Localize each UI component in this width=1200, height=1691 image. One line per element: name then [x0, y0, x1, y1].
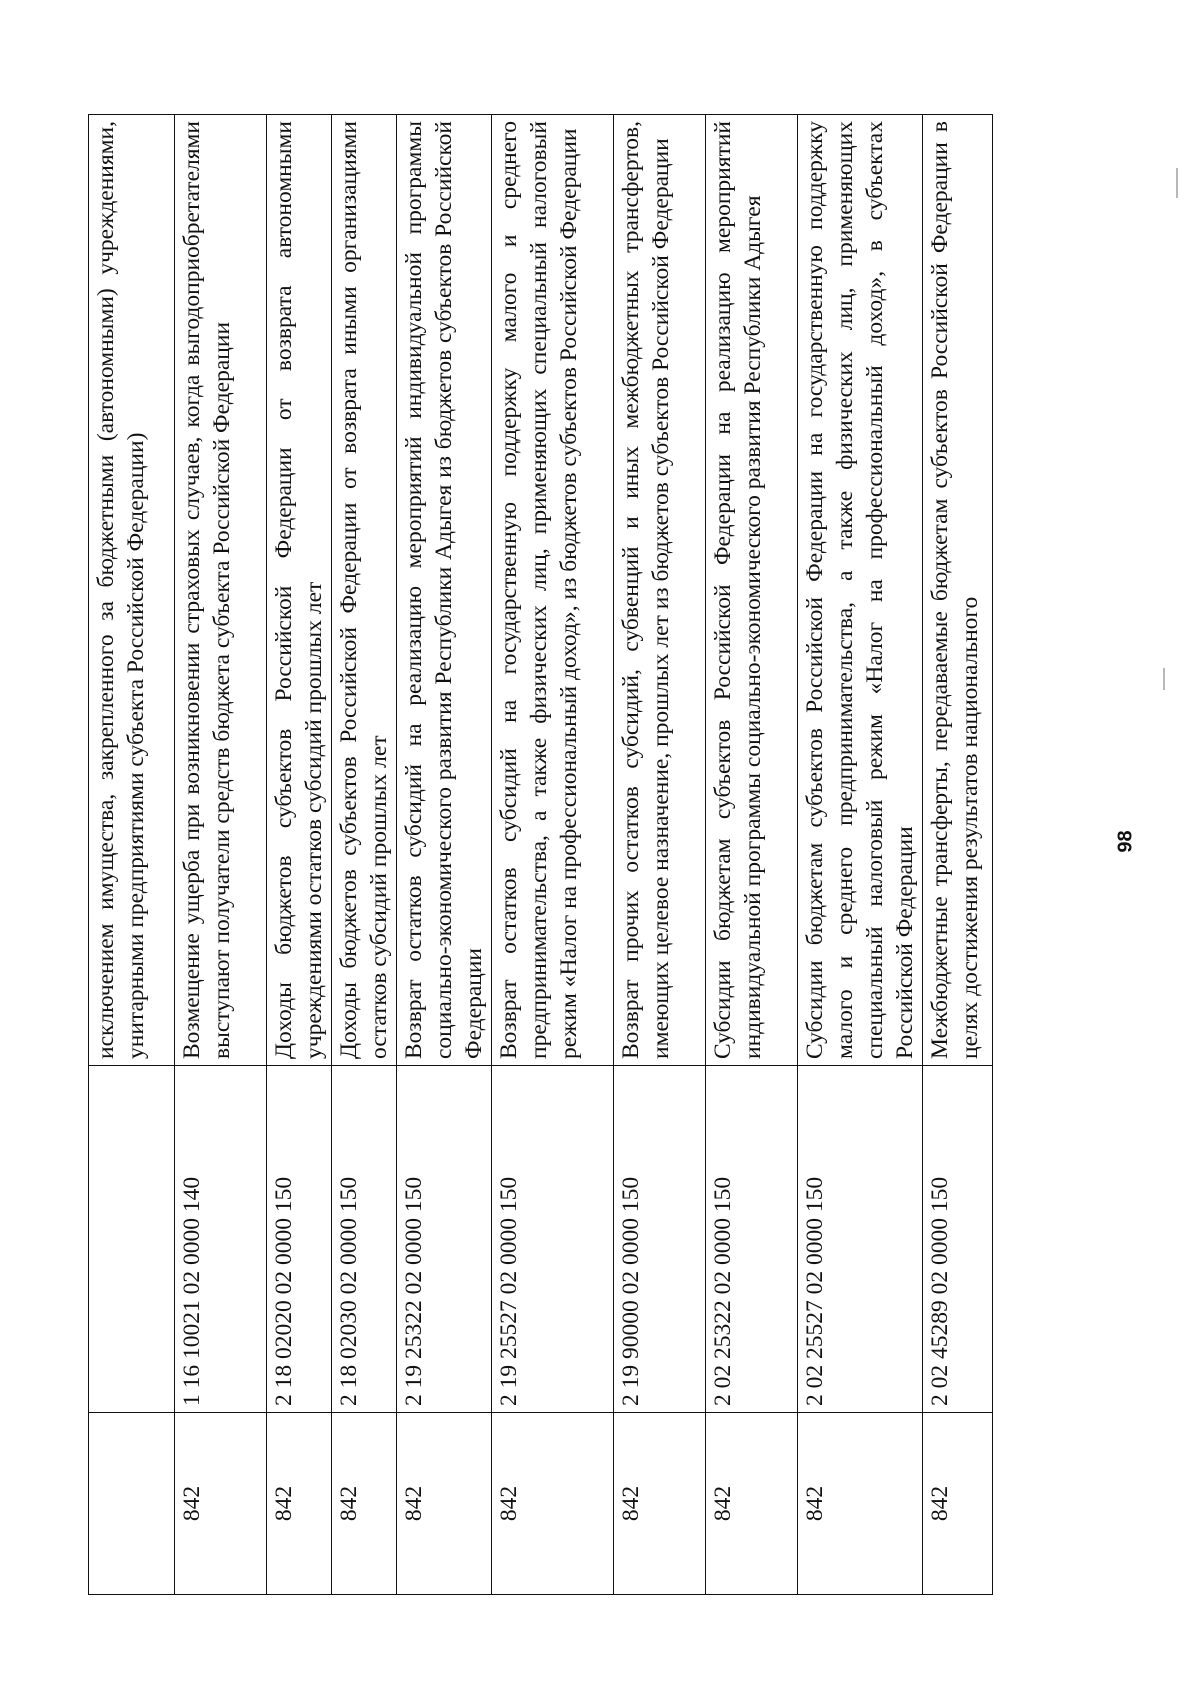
admin-code-cell: 842: [923, 1413, 993, 1595]
scan-artifact-mark: [1163, 668, 1165, 690]
kbk-code-cell: 2 19 25527 02 0000 150: [492, 1066, 614, 1413]
description-cell: Возврат остатков субсидий на реализацию мероприятий индивидуальной программы социально-экономического развития Республики Адыгея из бюджетов субъектов Российской Федерации: [397, 115, 492, 1066]
table-row: [614, 115, 706, 1595]
table-row: [798, 115, 923, 1595]
admin-code-cell: 842: [492, 1413, 614, 1595]
admin-code-cell: 842: [267, 1413, 332, 1595]
table-row: [175, 115, 267, 1595]
description-cell: Возврат прочих остатков субсидий, субвенций и иных межбюджетных трансфертов, имеющих целевое назначение, прошлых лет из бюджетов субъектов Российской Федерации: [614, 115, 706, 1066]
kbk-code-cell: 2 02 45289 02 0000 150: [923, 1066, 993, 1413]
rotated-table-container: [88, 115, 1068, 1595]
table-row: [923, 115, 993, 1595]
admin-code-cell: [89, 1413, 175, 1595]
admin-code-cell: 842: [397, 1413, 492, 1595]
description-cell: Возврат остатков субсидий на государственную поддержку малого и среднего предпринимательства, а также физических лиц, применяющих специальный налоговый режим «Налог на профессиональный доход», из бюджетов субъектов Российской Федерации: [492, 115, 614, 1066]
kbk-code-cell: 2 18 02020 02 0000 150: [267, 1066, 332, 1413]
kbk-code-cell: 2 02 25527 02 0000 150: [798, 1066, 923, 1413]
kbk-code-cell: 2 18 02030 02 0000 150: [332, 1066, 397, 1413]
table-row: [89, 115, 175, 1595]
admin-code-cell: 842: [175, 1413, 267, 1595]
kbk-code-cell: [89, 1066, 175, 1413]
kbk-code-cell: 2 19 25322 02 0000 150: [397, 1066, 492, 1413]
description-cell: исключением имущества, закрепленного за бюджетными (автономными) учреждениями, унитарными предприятиями субъекта Российской Федерации): [89, 115, 175, 1066]
admin-code-cell: 842: [332, 1413, 397, 1595]
kbk-code-cell: 2 19 90000 02 0000 150: [614, 1066, 706, 1413]
description-cell: Субсидии бюджетам субъектов Российской Федерации на государственную поддержку малого и среднего предпринимательства, а также физических лиц, применяющих специальный налоговый режим «Налог на профессиональный доход», в субъектах Российской Федерации: [798, 115, 923, 1066]
table-row: [492, 115, 614, 1595]
scan-artifact-mark: [1176, 168, 1178, 198]
admin-code-cell: 842: [706, 1413, 798, 1595]
table-row: [332, 115, 397, 1595]
admin-code-cell: 842: [614, 1413, 706, 1595]
page-number: 98: [1114, 830, 1137, 853]
kbk-code-cell: 1 16 10021 02 0000 140: [175, 1066, 267, 1413]
budget-codes-table: [88, 114, 993, 1595]
description-cell: Доходы бюджетов субъектов Российской Федерации от возврата автономными учреждениями остатков субсидий прошлых лет: [267, 115, 332, 1066]
description-cell: Возмещение ущерба при возникновении страховых случаев, когда выгодоприобретателями выступают получатели средств бюджета субъекта Российской Федерации: [175, 115, 267, 1066]
admin-code-cell: 842: [798, 1413, 923, 1595]
table-row: [397, 115, 492, 1595]
description-cell: Межбюджетные трансферты, передаваемые бюджетам субъектов Российской Федерации в целях достижения результатов национального: [923, 115, 993, 1066]
table-row: [267, 115, 332, 1595]
description-cell: Субсидии бюджетам субъектов Российской Федерации на реализацию мероприятий индивидуальной программы социально-экономического развития Республики Адыгея: [706, 115, 798, 1066]
description-cell: Доходы бюджетов субъектов Российской Федерации от возврата иными организациями остатков субсидий прошлых лет: [332, 115, 397, 1066]
table-row: [706, 115, 798, 1595]
kbk-code-cell: 2 02 25322 02 0000 150: [706, 1066, 798, 1413]
